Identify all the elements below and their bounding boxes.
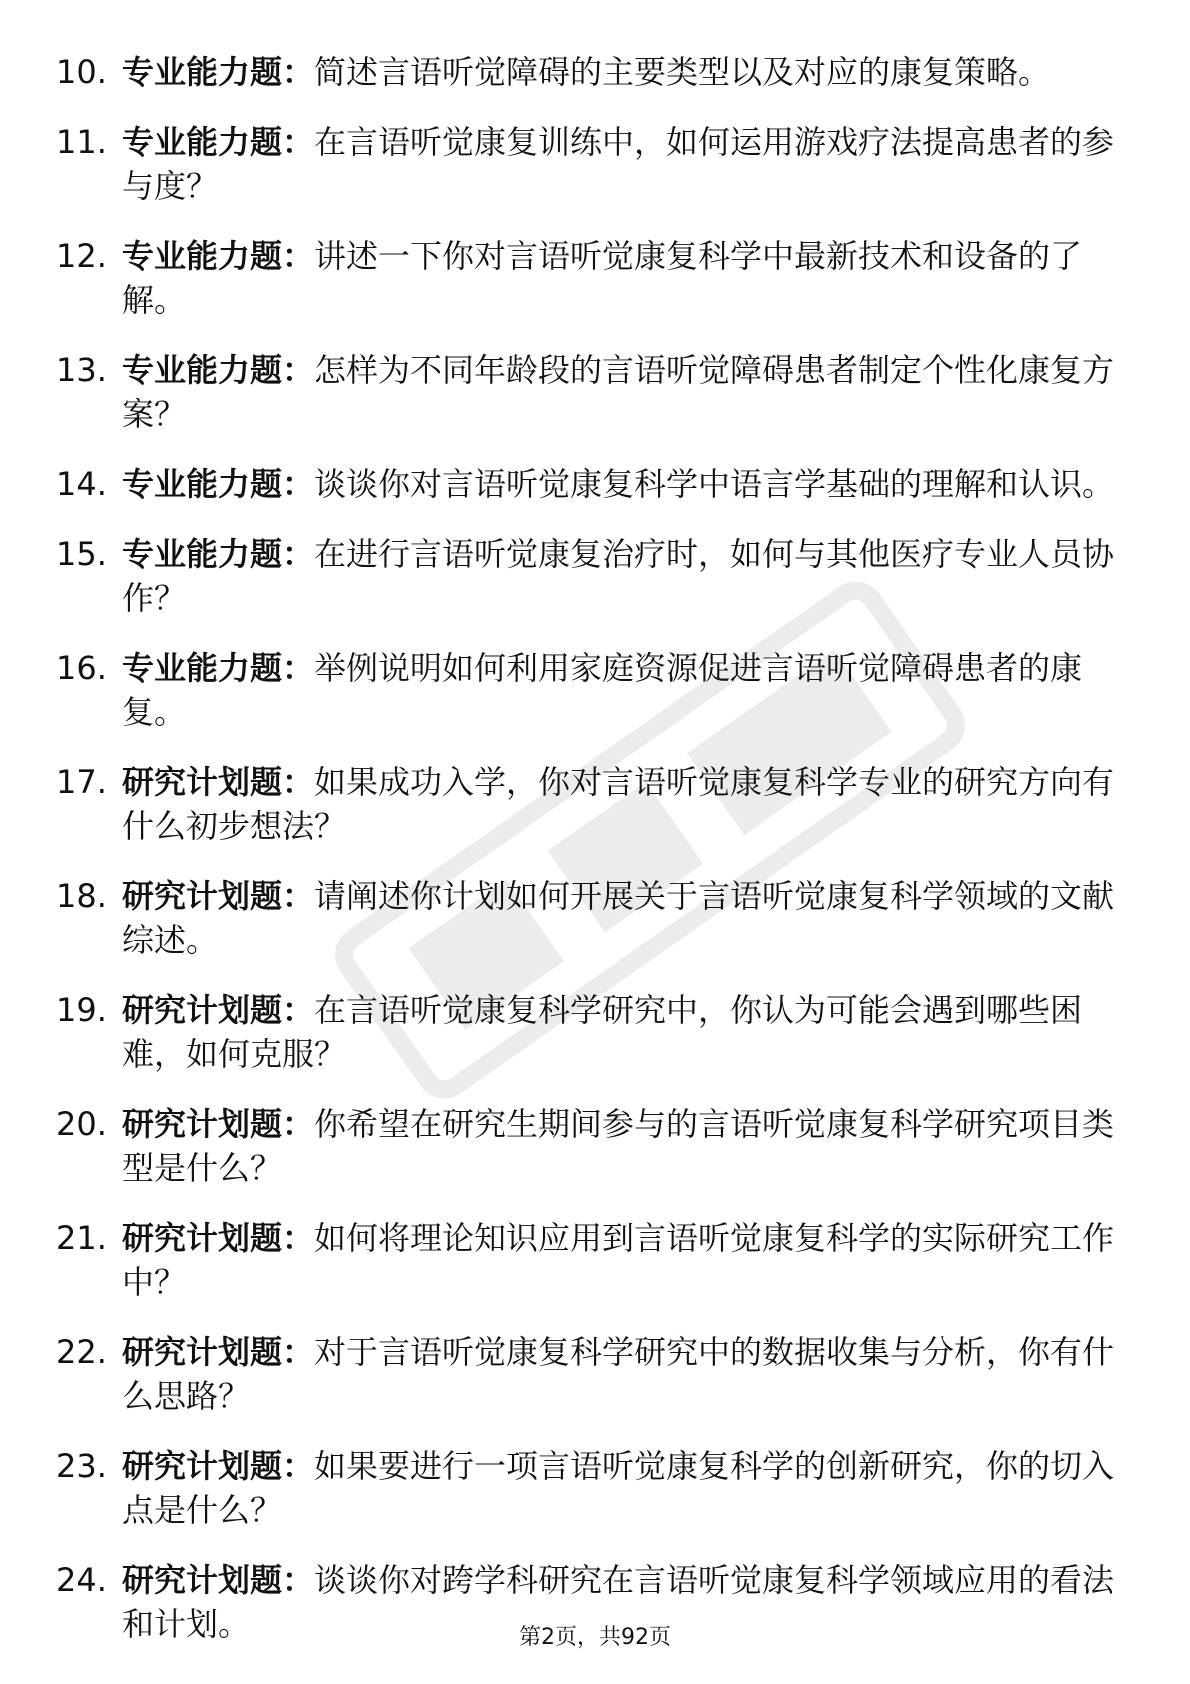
question-item [56,646,1116,734]
question-item [56,234,1116,322]
question-category: 专业能力题： [122,123,315,161]
question-item [56,1444,1116,1532]
question-category: 研究计划题： [122,1219,315,1257]
question-body [122,874,1116,962]
question-category: 研究计划题： [122,1447,315,1485]
question-text: 举例说明如何利用家庭资源促进言语听觉障碍患者的康复。 [122,649,1083,731]
question-category: 专业能力题： [122,465,315,503]
question-category: 研究计划题： [122,877,315,915]
question-text: 如果要进行一项言语听觉康复科学的创新研究，你的切入点是什么？ [122,1447,1115,1529]
question-number: 15. [56,535,107,573]
question-body [122,532,1116,620]
question-number: 14. [56,465,107,503]
question-text: 谈谈你对言语听觉康复科学中语言学基础的理解和认识。 [314,465,1115,503]
question-number: 12. [56,237,107,275]
question-number: 13. [56,351,107,389]
question-text: 谈谈你对跨学科研究在言语听觉康复科学领域应用的看法和计划。 [122,1561,1115,1643]
question-item [56,874,1116,962]
question-category: 研究计划题： [122,1333,315,1371]
page-number-label: 第2页，共92页 [519,1625,671,1650]
question-number: 16. [56,649,107,687]
question-number: 10. [56,53,107,91]
question-body [122,988,1116,1076]
question-number: 18. [56,877,107,915]
question-number: 24. [56,1561,107,1599]
question-item [56,1330,1116,1418]
question-text: 在言语听觉康复科学研究中，你认为可能会遇到哪些困难，如何克服？ [122,991,1083,1073]
question-body [122,120,1116,208]
question-text: 请阐述你计划如何开展关于言语听觉康复科学领域的文献综述。 [122,877,1115,959]
question-category: 专业能力题： [122,649,315,687]
question-category: 研究计划题： [122,763,315,801]
question-text: 简述言语听觉障碍的主要类型以及对应的康复策略。 [314,53,1051,91]
question-number: 17. [56,763,107,801]
question-list [56,50,1116,1672]
question-body [122,1444,1116,1532]
question-body [122,646,1116,734]
question-item [56,532,1116,620]
question-text: 在进行言语听觉康复治疗时，如何与其他医疗专业人员协作？ [122,535,1115,617]
question-number: 21. [56,1219,107,1257]
question-text: 如果成功入学，你对言语听觉康复科学专业的研究方向有什么初步想法？ [122,763,1115,845]
question-number: 20. [56,1105,107,1143]
question-item [56,1216,1116,1304]
question-body [122,1330,1116,1418]
question-category: 专业能力题： [122,53,315,91]
question-category: 研究计划题： [122,1105,315,1143]
question-body [122,1102,1116,1190]
question-category: 研究计划题： [122,991,315,1029]
question-body [122,234,1116,322]
question-body [122,760,1116,848]
question-number: 22. [56,1333,107,1371]
question-category: 专业能力题： [122,535,315,573]
question-item [56,120,1116,208]
question-category: 专业能力题： [122,237,315,275]
page-footer [0,1624,1190,1652]
question-number: 11. [56,123,107,161]
question-item [56,348,1116,436]
question-number: 19. [56,991,107,1029]
question-text: 你希望在研究生期间参与的言语听觉康复科学研究项目类型是什么？ [122,1105,1115,1187]
question-category: 研究计划题： [122,1561,315,1599]
question-category: 专业能力题： [122,351,315,389]
question-text: 如何将理论知识应用到言语听觉康复科学的实际研究工作中？ [122,1219,1115,1301]
question-text: 怎样为不同年龄段的言语听觉障碍患者制定个性化康复方案？ [122,351,1115,433]
question-body [122,462,1116,506]
question-text: 在言语听觉康复训练中，如何运用游戏疗法提高患者的参与度？ [122,123,1115,205]
question-body [122,50,1116,94]
question-item [56,988,1116,1076]
question-body [122,1216,1116,1304]
question-text: 讲述一下你对言语听觉康复科学中最新技术和设备的了解。 [122,237,1083,319]
question-body [122,348,1116,436]
question-item [56,760,1116,848]
question-item [56,1102,1116,1190]
question-number: 23. [56,1447,107,1485]
question-item [56,50,1116,94]
question-text: 对于言语听觉康复科学研究中的数据收集与分析，你有什么思路？ [122,1333,1115,1415]
question-item [56,462,1116,506]
